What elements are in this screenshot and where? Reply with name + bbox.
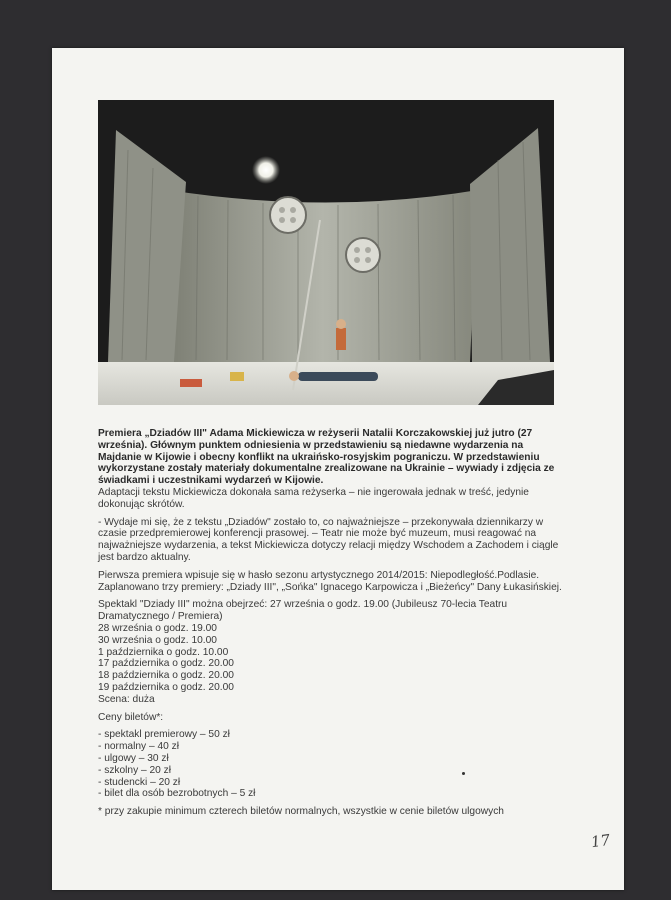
prices-heading: Ceny biletów*: xyxy=(98,711,164,723)
season-line-1: Pierwsza premiera wpisuje się w hasło sezonu artystycznego 2014/2015: Niepodległość.Podlasie. xyxy=(98,569,540,581)
schedule-date: 17 października o godz. 20.00 xyxy=(98,658,234,670)
schedule-date: 30 września o godz. 10.00 xyxy=(98,634,217,646)
schedule-date: 18 października o godz. 20.00 xyxy=(98,670,234,682)
price-item: - bilet dla osób bezrobotnych – 5 zł xyxy=(98,788,256,800)
article-quote: - Wydaje mi się, że z tekstu „Dziadów" zostało to, co najważniejsze – przekonywała dziennikarzy w czasie przedpremierowej konferencji prasowej. – Teatr nie może być muzeum, musi reagować na najważniejsze wydarzenia, a tekst Mickiewicza dotyczy relacji między Wschodem a Zachodem i ciągle jest bardzo aktualny. xyxy=(98,516,559,563)
schedule-intro: Spektakl "Dziady III" można obejrzeć: 27 września o godz. 19.00 (Jubileusz 70-lecia Teatru Dramatycznego / Premiera) xyxy=(98,599,508,623)
schedule-date: 1 października o godz. 10.00 xyxy=(98,646,229,658)
schedule-date: 19 października o godz. 20.00 xyxy=(98,681,234,693)
scan-speck xyxy=(462,772,465,775)
stage-photo xyxy=(98,100,554,405)
price-footnote: * przy zakupie minimum czterech biletów normalnych, wszystkie w cenie biletów ulgowych xyxy=(98,806,504,818)
season-line-2: Zaplanowano trzy premiery: „Dziady III", „Sońka" Ignacego Karpowicza i „Bieżeńcy" Dany Łukasińskiej. xyxy=(98,581,562,593)
price-item: - szkolny – 20 zł xyxy=(98,764,172,776)
article-body xyxy=(98,428,568,818)
price-item: - studencki – 20 zł xyxy=(98,776,181,788)
price-item: - spektakl premierowy – 50 zł xyxy=(98,729,230,741)
article-lead: Premiera „Dziadów III" Adama Mickiewicza w reżyserii Natalii Korczakowskiej już jutro (27 września). Głównym punktem odniesienia w przedstawieniu są niedawne wydarzenia na Majdanie w Kijowie i obecny konflikt na ukraińsko-rosyjskim pograniczu. W przedstawieniu wykorzystane zostały materiały dokumentalne zrealizowane na Ukrainie – wywiady i zdjęcia ze świadkami i uczestnikami wydarzeń w Kijowie. xyxy=(98,428,555,487)
schedule-date: 28 września o godz. 19.00 xyxy=(98,622,217,634)
handwritten-page-number: 17 xyxy=(589,830,612,852)
price-item: - normalny – 40 zł xyxy=(98,741,179,753)
price-item: - ulgowy – 30 zł xyxy=(98,752,169,764)
stage-info: Scena: duża xyxy=(98,693,155,705)
stage-photo-illustration xyxy=(98,100,554,405)
scanned-page xyxy=(52,48,624,890)
article-adaptation: Adaptacji tekstu Mickiewicza dokonała sama reżyserka – nie ingerowała jednak w treść, jedynie dokonując skrótów. xyxy=(98,486,529,510)
